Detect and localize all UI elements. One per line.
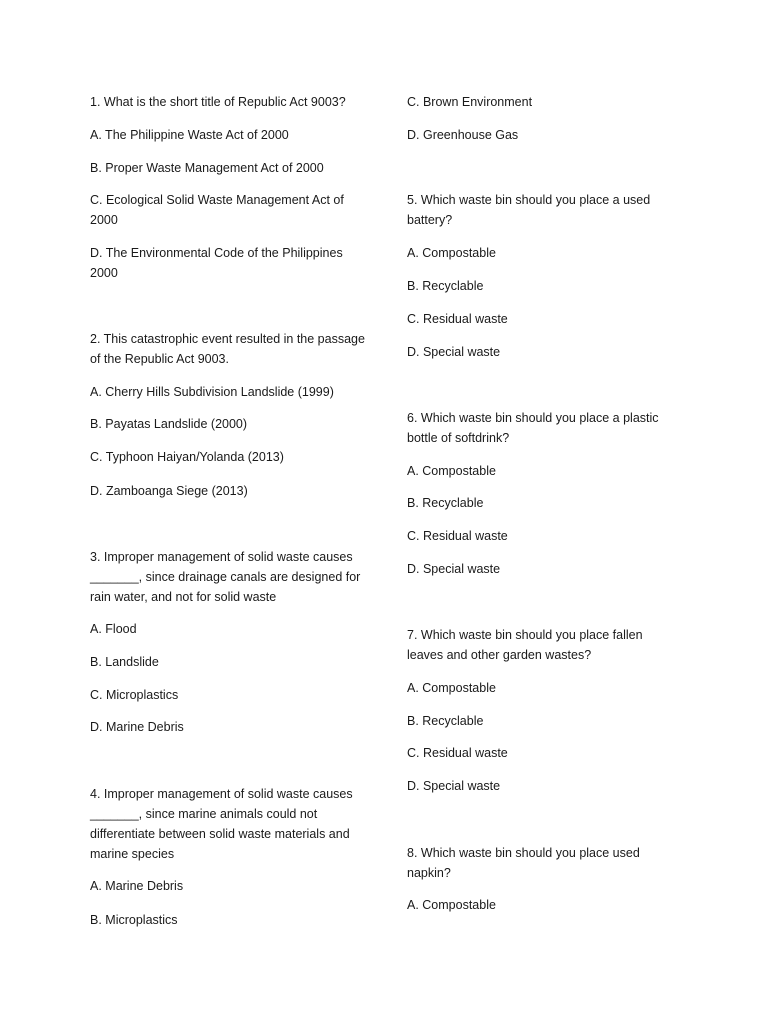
- question-1: 1. What is the short title of Republic Act 9003?: [90, 95, 346, 109]
- q1-option-b: B. Proper Waste Management Act of 2000: [90, 161, 324, 175]
- q7-option-d: D. Special waste: [407, 779, 501, 793]
- q5-option-a: A. Compostable: [407, 246, 496, 260]
- q6-option-a: A. Compostable: [407, 464, 496, 478]
- q4-option-b: B. Microplastics: [90, 913, 178, 927]
- q3-option-d: D. Marine Debris: [90, 720, 184, 734]
- q2-option-d: D. Zamboanga Siege (2013): [90, 484, 248, 498]
- q3-option-c: C. Microplastics: [90, 688, 179, 702]
- q4-option-d: D. Greenhouse Gas: [407, 128, 519, 142]
- question-7: 7. Which waste bin should you place fallen leaves and other garden wastes?: [407, 628, 643, 662]
- q5-option-d: D. Special waste: [407, 345, 501, 359]
- q4-option-a: A. Marine Debris: [90, 879, 184, 893]
- question-8: 8. Which waste bin should you place used napkin?: [407, 846, 640, 880]
- question-6: 6. Which waste bin should you place a plastic bottle of softdrink?: [407, 411, 659, 445]
- q3-option-b: B. Landslide: [90, 655, 159, 669]
- q8-option-a: A. Compostable: [407, 898, 496, 912]
- q2-option-c: C. Typhoon Haiyan/Yolanda (2013): [90, 450, 284, 464]
- q4-option-c: C. Brown Environment: [407, 95, 533, 109]
- q6-option-d: D. Special waste: [407, 562, 501, 576]
- q2-option-b: B. Payatas Landslide (2000): [90, 417, 248, 431]
- q1-option-c: C. Ecological Solid Waste Management Act of 2000: [90, 193, 344, 227]
- q6-option-b: B. Recyclable: [407, 496, 484, 510]
- question-3: 3. Improper management of solid waste causes _______, since drainage canals are designed for rain water, and not for solid waste: [90, 550, 361, 604]
- q1-option-d: D. The Environmental Code of the Philippines 2000: [90, 246, 343, 280]
- q7-option-c: C. Residual waste: [407, 746, 508, 760]
- question-4: 4. Improper management of solid waste causes _______, since marine animals could not differentiate between solid waste materials and marine species: [90, 787, 353, 861]
- q5-option-b: B. Recyclable: [407, 279, 484, 293]
- q5-option-c: C. Residual waste: [407, 312, 508, 326]
- q6-option-c: C. Residual waste: [407, 529, 508, 543]
- q7-option-b: B. Recyclable: [407, 714, 484, 728]
- q2-option-a: A. Cherry Hills Subdivision Landslide (1999): [90, 385, 334, 399]
- q3-option-a: A. Flood: [90, 622, 137, 636]
- q7-option-a: A. Compostable: [407, 681, 496, 695]
- question-2: 2. This catastrophic event resulted in the passage of the Republic Act 9003.: [90, 332, 365, 366]
- q1-option-a: A. The Philippine Waste Act of 2000: [90, 128, 289, 142]
- question-5: 5. Which waste bin should you place a used battery?: [407, 193, 651, 227]
